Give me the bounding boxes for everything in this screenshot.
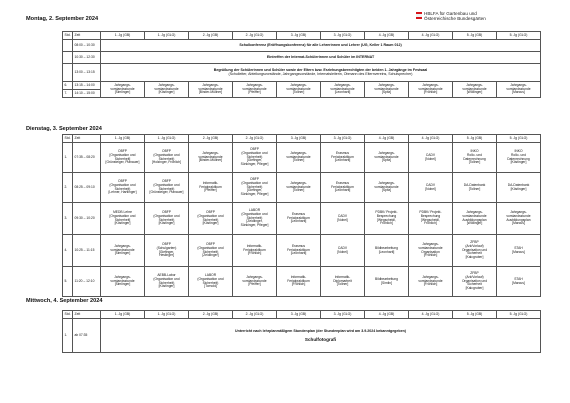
monday-time-cell: 13:00 – 13:15 bbox=[73, 64, 101, 82]
tuesday-lesson-cell: Jahrgangs- vorstandsstunde [Tollner] bbox=[277, 173, 321, 203]
monday-lesson-cell: Jahrgangs- vorstandsstunde [Pfeiffer] bbox=[233, 82, 277, 98]
tuesday-lesson-cell: PDBK/ Projekt- Besprechung [Wegscheidl, Fröhlich] bbox=[409, 203, 453, 235]
tuesday-header-class: 3. Jg (GLG) bbox=[321, 135, 365, 143]
tuesday-std-cell: 2. bbox=[63, 173, 73, 203]
tuesday-lesson-cell: LABOR (Organisation und Sicherheit) [Tornold] bbox=[189, 267, 233, 297]
tuesday-lesson-cell: Jahrgangs- vorstandsstunde [Simlinger] bbox=[101, 267, 145, 297]
monday-header-class: 3. Jg (GLG) bbox=[321, 32, 365, 40]
wednesday-header-class: 4. Jg (GLG) bbox=[409, 311, 453, 319]
monday-std-cell: 6. bbox=[63, 82, 73, 90]
wednesday-header-row bbox=[63, 311, 541, 319]
tuesday-lesson-cell: OBFP (Organisation und Sicherheit) [Grünsteiger, Planauer] bbox=[145, 173, 189, 203]
flag-stripe-bottom bbox=[416, 17, 422, 19]
wednesday-span-cell bbox=[101, 319, 541, 353]
monday-row bbox=[63, 52, 541, 64]
monday-span-text: Eintreffen der Internat-Schülerinnen und Schüler im INTERNAT bbox=[266, 54, 375, 59]
monday-header-class: 5. Jg (GB) bbox=[453, 32, 497, 40]
monday-span-cell bbox=[101, 52, 541, 64]
monday-lesson-cell: Jahrgangs- vorstandsstunde [Marcus] bbox=[497, 82, 541, 98]
tuesday-lesson-cell: INKO Rollo- und Datenrechnung [Tollner] bbox=[453, 143, 497, 173]
tuesday-time-cell: 11:20 – 12:10 bbox=[73, 267, 101, 297]
tuesday-lesson-cell: AEBB-Labor (Organisation und Sicherheit) [Köstinger] bbox=[145, 267, 189, 297]
tuesday-lesson-cell: OBFP (Organisation und Sicherheit) [Köstinger] bbox=[189, 203, 233, 235]
tuesday-std-cell: 1. bbox=[63, 143, 73, 173]
tuesday-lesson-cell: Jahrgangs- vorstandsstunde [Pfeiffer] bbox=[233, 267, 277, 297]
tuesday-lesson-cell: Informatik- Ferialpraktikum [Fröhlich] bbox=[233, 235, 277, 267]
tuesday-header-class: 5. Jg (GB) bbox=[453, 135, 497, 143]
tuesday-row bbox=[63, 267, 541, 297]
tuesday-lesson-cell: Bildbearbeitung [Simlin] bbox=[365, 267, 409, 297]
monday-row bbox=[63, 64, 541, 82]
monday-span-subtext: (Schulleiter, Abteilungsvorstände, Jahrgangsvorstände, Internatsleiterin, Obmann des Elternvereins, Schulsprecher) bbox=[228, 71, 413, 76]
tuesday-row bbox=[63, 173, 541, 203]
wednesday-row bbox=[63, 319, 541, 353]
tuesday-lesson-cell: Informatik- Diplomarbeit [Tollner] bbox=[321, 267, 365, 297]
tuesday-header-class: 1. Jg (GLG) bbox=[145, 135, 189, 143]
tuesday-lesson-cell: PDBK/ Projekt- Besprechung [Wegscheidl, Fröhlich] bbox=[365, 203, 409, 235]
tuesday-lesson-cell: CADV [Nobel] bbox=[409, 173, 453, 203]
monday-span-text: Schulkonferenz (Eröffnungskonferenz) für alle Lehrerinnen und Lehrer (UG, Keller 1 Raum 012) bbox=[239, 42, 402, 47]
wednesday-header-class: 5. Jg (GB) bbox=[453, 311, 497, 319]
tuesday-header-class: 2. Jg (GLG) bbox=[233, 135, 277, 143]
tuesday-std-cell: 5. bbox=[63, 267, 73, 297]
tuesday-lesson-cell: DA-Datenbank [Köstinger] bbox=[497, 173, 541, 203]
tuesday-lesson-cell: Informatik- Ferialpraktikum [Fröhlich] bbox=[277, 267, 321, 297]
school-logo bbox=[416, 10, 556, 28]
tuesday-header-class: 2. Jg (GB) bbox=[189, 135, 233, 143]
tuesday-lesson-cell: OBFP (Organisation und Sicherheit) [Giefinger, Sünkinger, Pfleger] bbox=[233, 173, 277, 203]
monday-header-class: 1. Jg (GB) bbox=[101, 32, 145, 40]
tuesday-lesson-cell: Erasmus FeriaIpraktikum [Leonhartl] bbox=[277, 203, 321, 235]
tuesday-lesson-cell: LABOR (Organisation und Sicherheit) [Zeidlinger, Sünkinger, Pfleger] bbox=[233, 203, 277, 235]
tuesday-lesson-cell: Erasmus FeriaIpraktikum [Leonhartl] bbox=[321, 173, 365, 203]
monday-header-class: 4. Jg (GB) bbox=[365, 32, 409, 40]
tuesday-header-class: 4. Jg (GLG) bbox=[409, 135, 453, 143]
tuesday-row bbox=[63, 203, 541, 235]
tuesday-lesson-cell: INKO Rollo- und Datenrechnung [Köstinger] bbox=[497, 143, 541, 173]
monday-row bbox=[63, 40, 541, 52]
tuesday-schedule-table bbox=[62, 134, 541, 297]
monday-span-cell bbox=[101, 64, 541, 82]
monday-time-cell: 08:00 – 10:30 bbox=[73, 40, 101, 52]
tuesday-header-class: 1. Jg (GB) bbox=[101, 135, 145, 143]
tuesday-lesson-cell: Jahrgangs- vorstandsstunde [Binder-Müllner] bbox=[189, 143, 233, 173]
monday-std-cell: 7. bbox=[63, 90, 73, 98]
tuesday-lesson-cell: OBFP (Schulgarten) [Giefinger, Heslinger] bbox=[145, 235, 189, 267]
monday-lesson-cell: Jahrgangs- vorstandsstunde [Fröhlich] bbox=[409, 82, 453, 98]
tuesday-header-class: 4. Jg (GB) bbox=[365, 135, 409, 143]
monday-lesson-cell: Jahrgangs- vorstandsstunde [Spitz] bbox=[365, 82, 409, 98]
wednesday-header-class: 3. Jg (GLG) bbox=[321, 311, 365, 319]
tuesday-lesson-cell: Jahrgangs- vorstandsstunde Ausbildungsplan [Wöllinger] bbox=[453, 203, 497, 235]
wednesday-title: Mittwoch, 4. September 2024 bbox=[26, 298, 103, 304]
austria-flag-icon bbox=[416, 12, 422, 19]
wednesday-schedule-table bbox=[62, 310, 541, 353]
monday-std-cell bbox=[63, 64, 73, 82]
tuesday-time-cell: 10:25 – 11:15 bbox=[73, 235, 101, 267]
tuesday-lesson-cell: Jahrgangs- vorstandsstunde [Simlinger] bbox=[101, 235, 145, 267]
monday-time-cell: 10:30 – 12:30 bbox=[73, 52, 101, 64]
monday-time-cell: 14:10 – 15:00 bbox=[73, 90, 101, 98]
wednesday-header-class: 2. Jg (GLG) bbox=[233, 311, 277, 319]
tuesday-lesson-cell: Bildbearbeitung [Leonhartl] bbox=[365, 235, 409, 267]
tuesday-lesson-cell: OBFP (Organisation und Sicherheit) [Holzinger, Fröhlich] bbox=[145, 143, 189, 173]
monday-span-cell bbox=[101, 40, 541, 52]
tuesday-lesson-cell: OBFP (Organisation und Sicherheit) [Zeidlinger] bbox=[189, 235, 233, 267]
tuesday-header-zeit: Zeit bbox=[73, 135, 101, 143]
tuesday-lesson-cell: Jahrgangs- vorstandsstunde Ausbildungsplan [Marcus] bbox=[497, 203, 541, 235]
wednesday-header-class: 1. Jg (GB) bbox=[101, 311, 145, 319]
tuesday-title: Dienstag, 3. September 2024 bbox=[26, 126, 102, 132]
tuesday-lesson-cell: Jahrgangs- vorstandsstunde [Tollner] bbox=[277, 143, 321, 173]
tuesday-lesson-cell: Jahrgangs- vorstandsstunde Organisation [Fröhlich] bbox=[409, 235, 453, 267]
tuesday-lesson-cell: Jahrgangs- vorstandsstunde [Spitz] bbox=[365, 143, 409, 173]
tuesday-lesson-cell: ZFBP (Ark/Vorlauf) Organisation und Sicherheit [Kalcgruber] bbox=[453, 267, 497, 297]
tuesday-header-std: Std. bbox=[63, 135, 73, 143]
wednesday-header-class: 2. Jg (GB) bbox=[189, 311, 233, 319]
monday-header-class: 2. Jg (GB) bbox=[189, 32, 233, 40]
tuesday-lesson-cell: STAH [Marcus] bbox=[497, 267, 541, 297]
monday-header-std: Std. bbox=[63, 32, 73, 40]
tuesday-time-cell: 07:35 – 08:20 bbox=[73, 143, 101, 173]
tuesday-time-cell: 09:30 – 10:20 bbox=[73, 203, 101, 235]
monday-row bbox=[63, 82, 541, 90]
tuesday-lesson-cell: Erasmus FeriaIpraktikum [Leonhartl] bbox=[277, 235, 321, 267]
monday-title: Montag, 2. September 2024 bbox=[26, 16, 99, 22]
tuesday-lesson-cell: ZFBP (Ark/Vorlauf) Organisation und Sicherheit [Kalcgruber] bbox=[453, 235, 497, 267]
logo-line-1: HBLFA für Gartenbau und bbox=[424, 11, 477, 16]
wednesday-header-class: 5. Jg (GLG) bbox=[497, 311, 541, 319]
tuesday-lesson-cell: OBFP (Organisation und Sicherheit) [Köstinger] bbox=[145, 203, 189, 235]
tuesday-std-cell: 3. bbox=[63, 203, 73, 235]
logo-line-2: Österreichische Bundesgärten bbox=[424, 16, 486, 21]
tuesday-std-cell: 4. bbox=[63, 235, 73, 267]
tuesday-lesson-cell: CADV [Nobel] bbox=[321, 235, 365, 267]
monday-schedule-table bbox=[62, 31, 541, 98]
monday-std-cell bbox=[63, 40, 73, 52]
wednesday-header-class: 3. Jg (GB) bbox=[277, 311, 321, 319]
tuesday-header-row bbox=[63, 135, 541, 143]
tuesday-lesson-cell: Jahrgangs- vorstandsstunde [Fröhlich] bbox=[409, 267, 453, 297]
monday-header-row bbox=[63, 32, 541, 40]
wednesday-photo-line: Schulfotografi bbox=[304, 336, 337, 342]
monday-header-zeit: Zeit bbox=[73, 32, 101, 40]
monday-header-class: 2. Jg (GLG) bbox=[233, 32, 277, 40]
tuesday-lesson-cell: CADV [Nobel] bbox=[409, 143, 453, 173]
monday-header-class: 4. Jg (GLG) bbox=[409, 32, 453, 40]
wednesday-note-line: Unterricht nach lehrplanmäßigem Stundenplan (der Stundenplan wird am 3.9.2024 bekanntgegeben) bbox=[235, 328, 406, 333]
wednesday-header-std: Std. bbox=[63, 311, 73, 319]
monday-span-text: Begrüßung der Schülerinnen und Schüler sowie der Eltern bzw. Erziehungsberechtigten der beiden 1. Jahrgänge im Festsaal bbox=[213, 67, 428, 72]
tuesday-lesson-cell: OBFP [Organisation und Sicherheit] [Grünsteiger, Planauer] bbox=[101, 143, 145, 173]
monday-header-class: 3. Jg (GB) bbox=[277, 32, 321, 40]
tuesday-header-class: 5. Jg (GLG) bbox=[497, 135, 541, 143]
monday-header-class: 5. Jg (GLG) bbox=[497, 32, 541, 40]
monday-lesson-cell: Jahrgangs- vorstandsstunde [Köstinger] bbox=[145, 82, 189, 98]
monday-lesson-cell: Jahrgangs- vorstandsstunde [Leonhartl] bbox=[321, 82, 365, 98]
tuesday-lesson-cell: OBFP (Organisation und Sicherheit) [Giefinger, Sünkinger, Pfleger] bbox=[233, 143, 277, 173]
wednesday-time-cell: ab 07:35 bbox=[73, 319, 101, 353]
monday-std-cell bbox=[63, 52, 73, 64]
wednesday-header-class: 4. Jg (GB) bbox=[365, 311, 409, 319]
tuesday-lesson-cell: Jahrgangs- vorstandsstunde [Spitz] bbox=[365, 173, 409, 203]
wednesday-header-zeit: Zeit bbox=[73, 311, 101, 319]
tuesday-row bbox=[63, 143, 541, 173]
tuesday-row bbox=[63, 235, 541, 267]
monday-lesson-cell: Jahrgangs- vorstandsstunde [Binder-Müllner] bbox=[189, 82, 233, 98]
monday-lesson-cell: Jahrgangs- vorstandsstunde [Tollner] bbox=[277, 82, 321, 98]
tuesday-header-class: 3. Jg (GB) bbox=[277, 135, 321, 143]
monday-lesson-cell: Jahrgangs- vorstandsstunde [Wöllinger] bbox=[453, 82, 497, 98]
monday-lesson-cell: Jahrgangs- vorstandsstunde [Simlinger] bbox=[101, 82, 145, 98]
monday-header-class: 1. Jg (GLG) bbox=[145, 32, 189, 40]
tuesday-lesson-cell: MEDB Lehre [Organisation und Sicherheit] [Köstinger] bbox=[101, 203, 145, 235]
tuesday-lesson-cell: Informatik- Ferialpraktikum [Pfeiffer] bbox=[189, 173, 233, 203]
monday-time-cell: 13:15 – 14:00 bbox=[73, 82, 101, 90]
tuesday-lesson-cell: DA-Datenbank [Tollner] bbox=[453, 173, 497, 203]
tuesday-time-cell: 08:25 – 09:10 bbox=[73, 173, 101, 203]
wednesday-header-class: 1. Jg (GLG) bbox=[145, 311, 189, 319]
tuesday-lesson-cell: STAH [Marcus] bbox=[497, 235, 541, 267]
tuesday-lesson-cell: Erasmus FeriaIpraktikum [Leonhartl] bbox=[321, 143, 365, 173]
tuesday-lesson-cell: CADV [Nobel] bbox=[321, 203, 365, 235]
tuesday-lesson-cell: OBFP (Organisation und Sicherheit) [Lehner, Hartlinger] bbox=[101, 173, 145, 203]
wednesday-std-cell: 1. bbox=[63, 319, 73, 353]
